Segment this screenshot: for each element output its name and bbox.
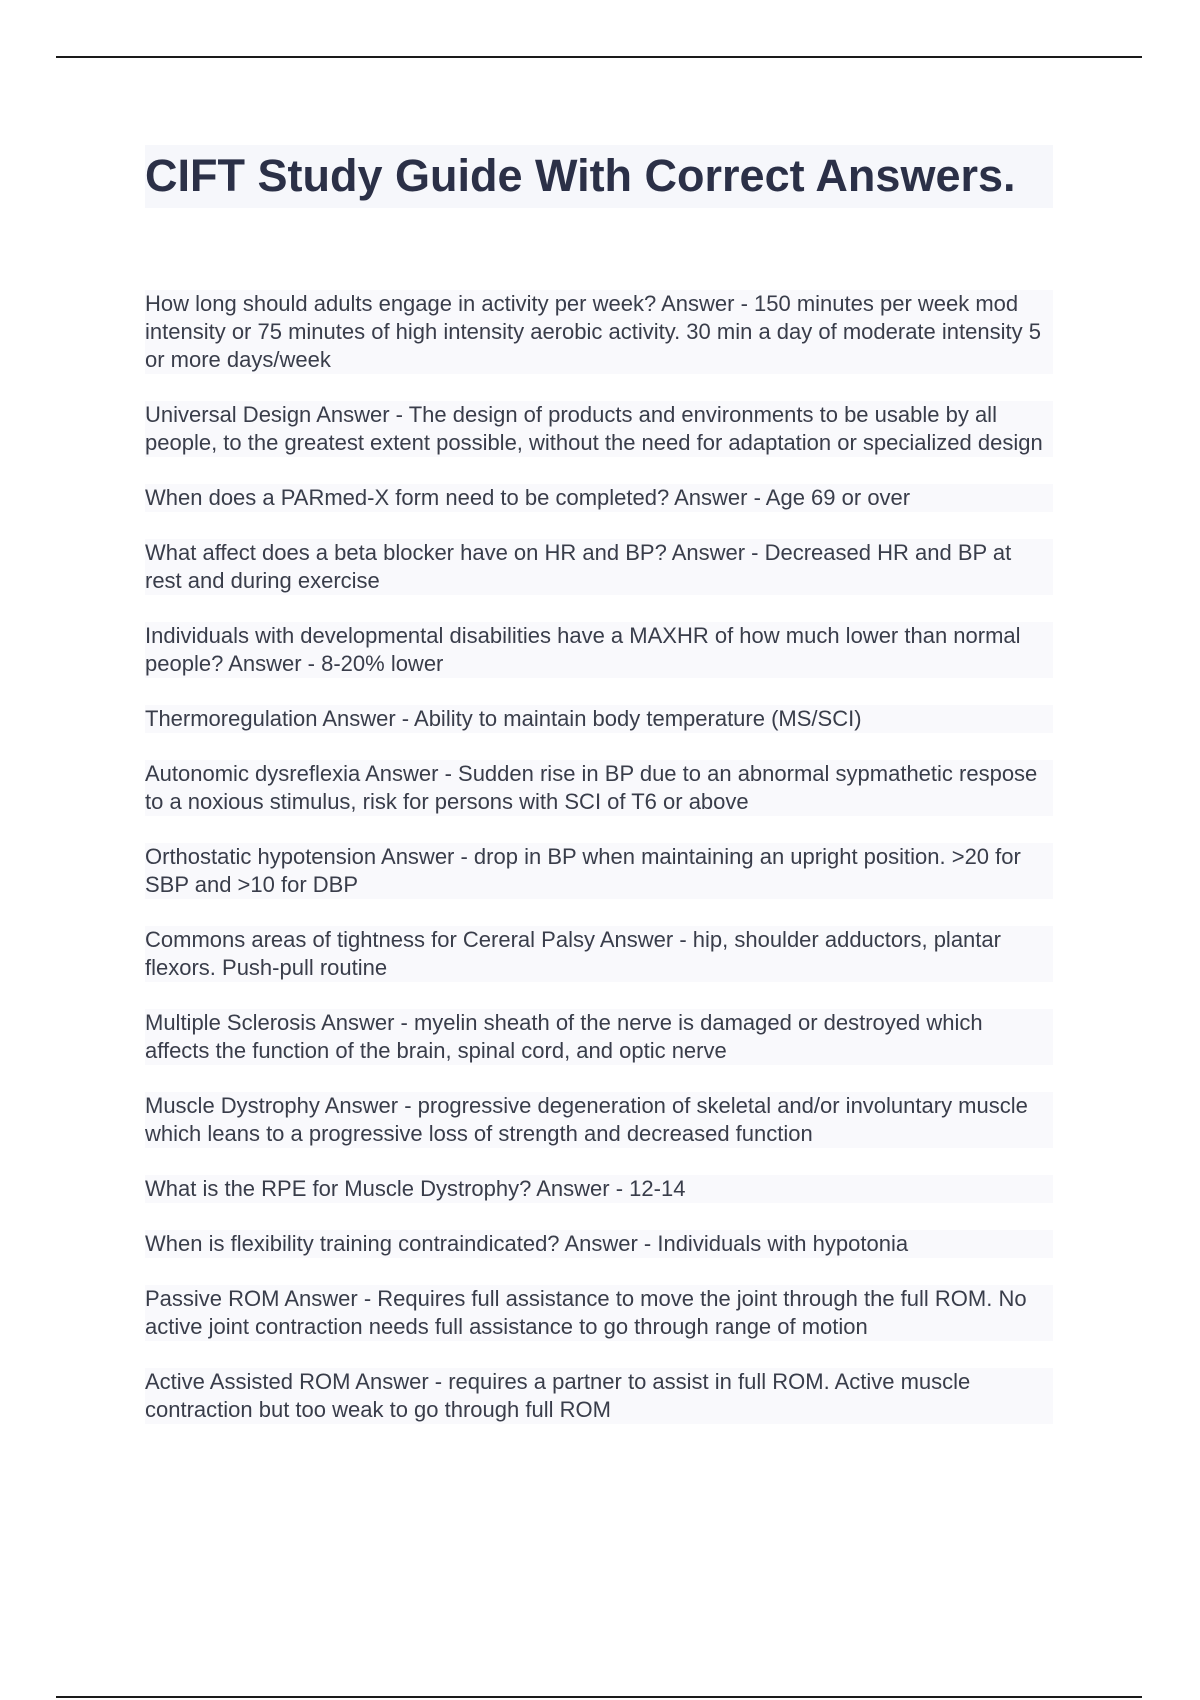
qa-item: Autonomic dysreflexia Answer - Sudden rise in BP due to an abnormal sypmathetic respose to a noxious stimulus, risk for persons with SCI of T6 or above	[145, 760, 1053, 816]
qa-item: Thermoregulation Answer - Ability to maintain body temperature (MS/SCI)	[145, 705, 1053, 733]
qa-item: When is flexibility training contraindicated? Answer - Individuals with hypotonia	[145, 1230, 1053, 1258]
top-rule	[56, 56, 1142, 58]
qa-item: Passive ROM Answer - Requires full assistance to move the joint through the full ROM. No active joint contraction needs full assistance to go through range of motion	[145, 1285, 1053, 1341]
bottom-rule	[56, 1696, 1142, 1698]
qa-item: What is the RPE for Muscle Dystrophy? Answer - 12-14	[145, 1175, 1053, 1203]
qa-item: Commons areas of tightness for Cereral Palsy Answer - hip, shoulder adductors, plantar flexors. Push-pull routine	[145, 926, 1053, 982]
qa-item: How long should adults engage in activity per week? Answer - 150 minutes per week mod intensity or 75 minutes of high intensity aerobic activity. 30 min a day of moderate intensity 5 or more days/week	[145, 290, 1053, 374]
qa-item: Orthostatic hypotension Answer - drop in BP when maintaining an upright position. >20 for SBP and >10 for DBP	[145, 843, 1053, 899]
qa-item: Universal Design Answer - The design of products and environments to be usable by all people, to the greatest extent possible, without the need for adaptation or specialized design	[145, 401, 1053, 457]
qa-list	[145, 290, 1053, 1424]
document-body	[145, 145, 1053, 1451]
qa-item: Individuals with developmental disabilities have a MAXHR of how much lower than normal people? Answer - 8-20% lower	[145, 622, 1053, 678]
qa-item: Multiple Sclerosis Answer - myelin sheath of the nerve is damaged or destroyed which affects the function of the brain, spinal cord, and optic nerve	[145, 1009, 1053, 1065]
qa-item: What affect does a beta blocker have on HR and BP? Answer - Decreased HR and BP at rest and during exercise	[145, 539, 1053, 595]
qa-item: Muscle Dystrophy Answer - progressive degeneration of skeletal and/or involuntary muscle which leans to a progressive loss of strength and decreased function	[145, 1092, 1053, 1148]
title-block	[145, 145, 1053, 208]
qa-item: When does a PARmed-X form need to be completed? Answer - Age 69 or over	[145, 484, 1053, 512]
qa-item: Active Assisted ROM Answer - requires a partner to assist in full ROM. Active muscle contraction but too weak to go through full ROM	[145, 1368, 1053, 1424]
document-title: CIFT Study Guide With Correct Answers.	[145, 150, 1016, 201]
